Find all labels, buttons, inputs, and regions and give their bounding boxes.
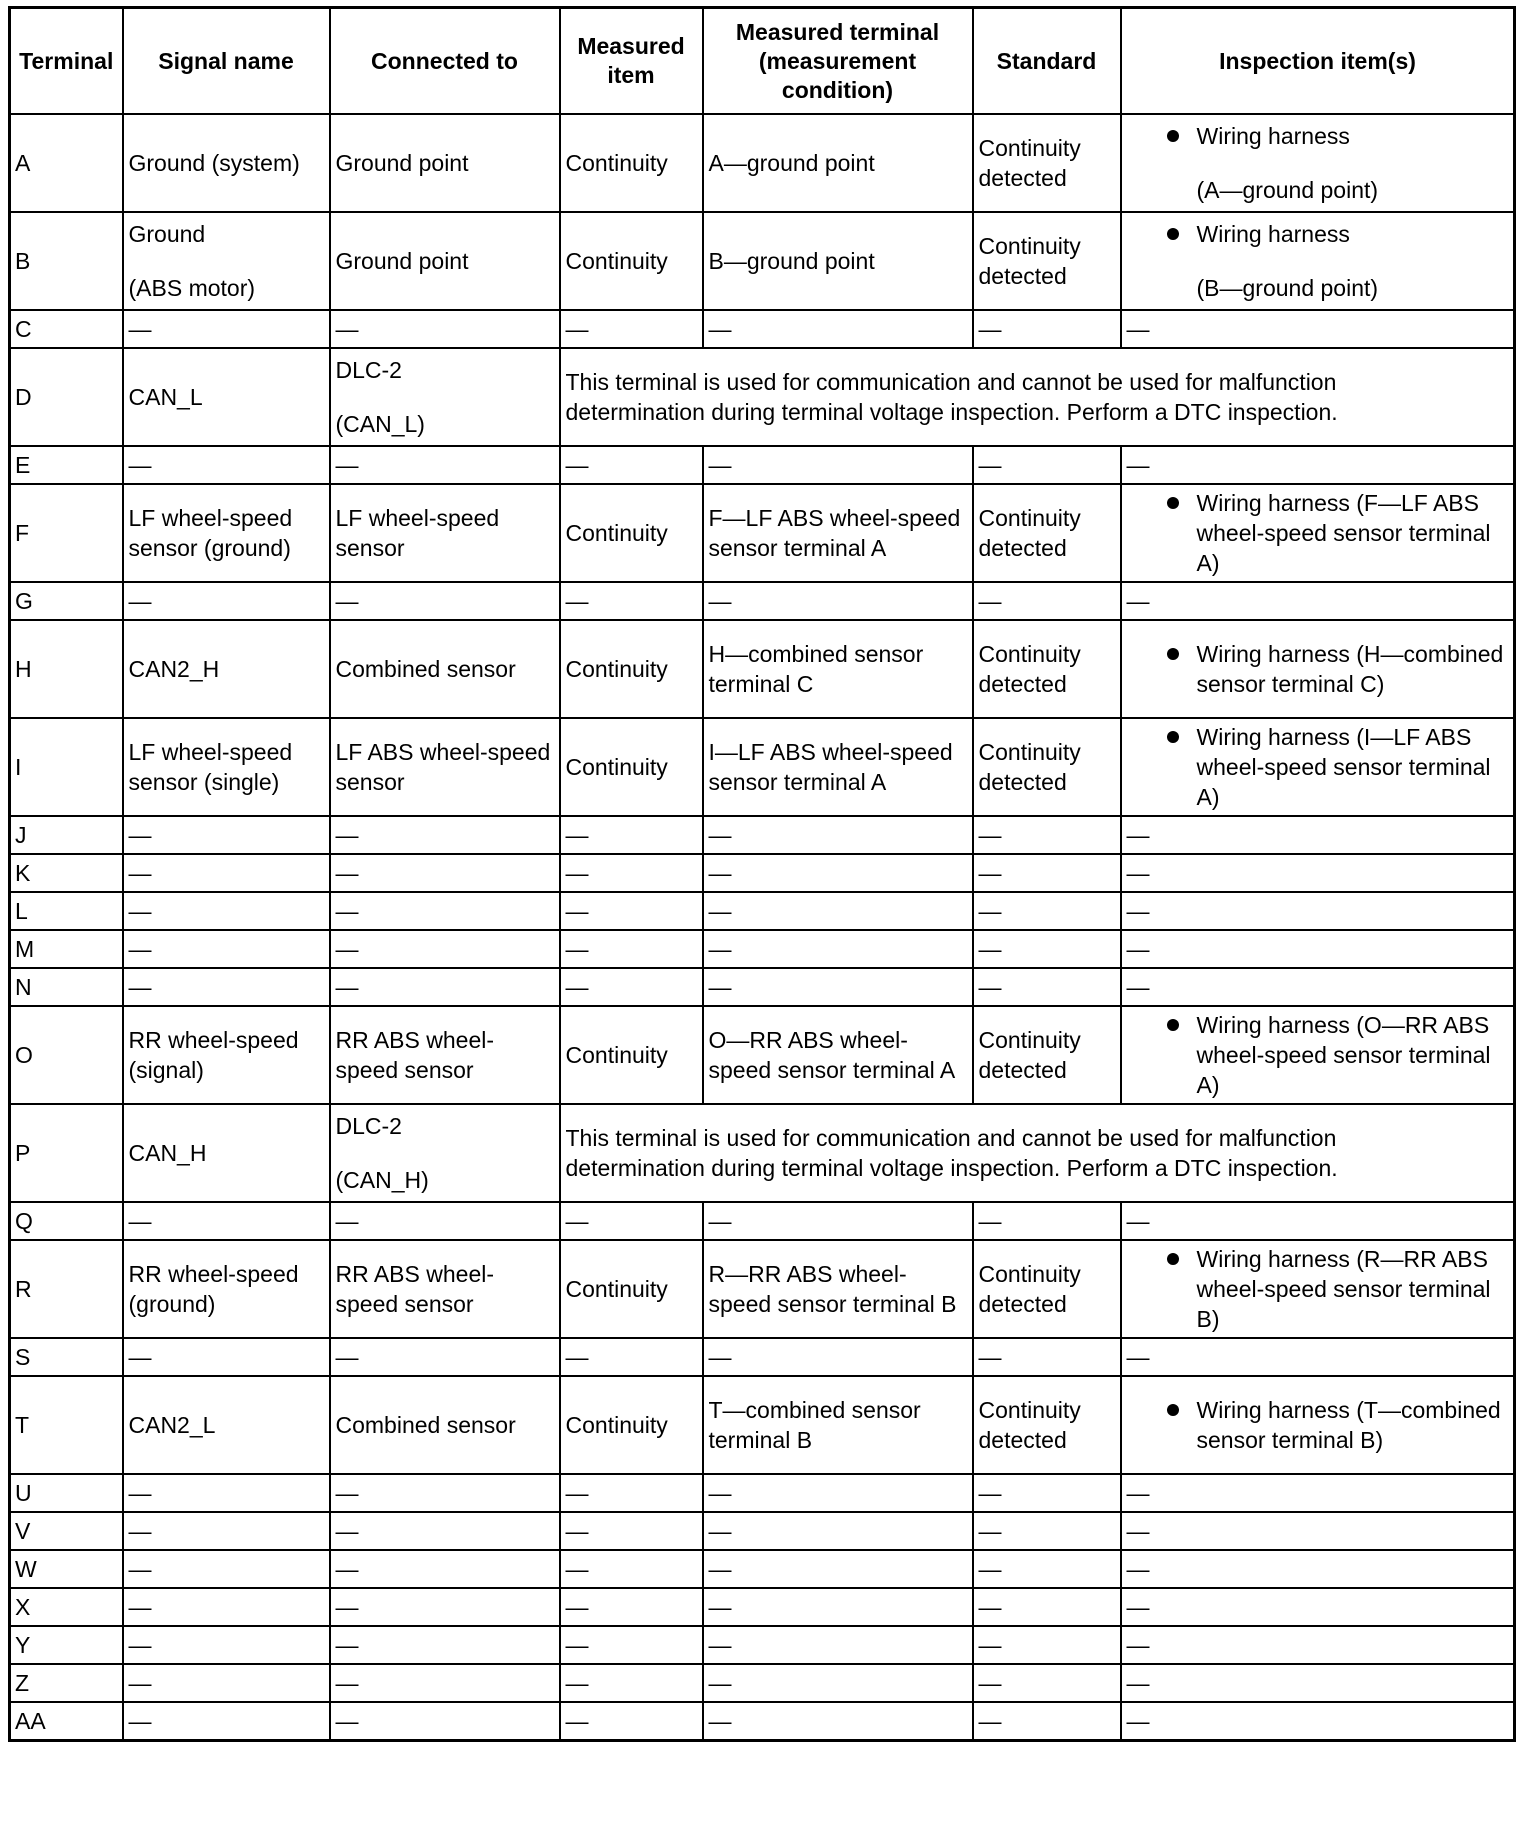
- standard-cell: Continuity detected: [973, 1006, 1121, 1104]
- empty-cell: —: [123, 1626, 330, 1664]
- standard-cell: Continuity detected: [973, 1376, 1121, 1474]
- measured-terminal-cell: H—combined sensor terminal C: [703, 620, 973, 718]
- inspection-text: [1197, 1395, 1509, 1455]
- empty-cell: —: [973, 1202, 1121, 1240]
- empty-cell: —: [703, 930, 973, 968]
- empty-cell: —: [123, 446, 330, 484]
- terminal-cell: W: [10, 1550, 123, 1588]
- signal-name-cell-line1: Ground: [128, 221, 206, 247]
- empty-cell: —: [560, 854, 703, 892]
- measured-item-cell: Continuity: [560, 718, 703, 816]
- measured-item-cell: Continuity: [560, 1376, 703, 1474]
- table-row: [10, 1512, 1515, 1550]
- empty-cell: —: [560, 1664, 703, 1702]
- inspection-line1: Wiring harness (O—RR ABS wheel-speed sensor terminal A): [1196, 1012, 1491, 1098]
- inspection-cell: [1121, 484, 1515, 582]
- terminal-cell: N: [10, 968, 123, 1006]
- terminal-cell: X: [10, 1588, 123, 1626]
- measured-terminal-cell: R—RR ABS wheel-speed sensor terminal B: [703, 1240, 973, 1338]
- empty-cell: —: [123, 968, 330, 1006]
- table-row: [10, 1626, 1515, 1664]
- empty-cell: —: [703, 1588, 973, 1626]
- empty-cell: —: [703, 1664, 973, 1702]
- inspection-line2: (B—ground point): [1196, 275, 1379, 301]
- connected-to-cell-line1: RR ABS wheel-speed sensor: [335, 1261, 495, 1317]
- bullet-dot-icon: [1167, 1404, 1179, 1416]
- empty-cell: —: [1121, 1664, 1515, 1702]
- header-row: [10, 8, 1515, 115]
- empty-cell: —: [123, 310, 330, 348]
- signal-name-cell-line2: (ABS motor): [128, 275, 256, 301]
- table-row: [10, 1376, 1515, 1474]
- connected-to-cell-line1: DLC-2: [335, 1113, 402, 1139]
- inspection-line1: Wiring harness (I—LF ABS wheel-speed sensor terminal A): [1196, 724, 1491, 810]
- inspection-text: [1197, 722, 1509, 812]
- bullet-dot-icon: [1167, 497, 1179, 509]
- empty-cell: —: [560, 1338, 703, 1376]
- empty-cell: —: [560, 892, 703, 930]
- connected-to-cell: [330, 620, 560, 718]
- empty-cell: —: [1121, 1702, 1515, 1741]
- empty-cell: —: [560, 816, 703, 854]
- terminal-cell: I: [10, 718, 123, 816]
- inspection-line2: (A—ground point): [1196, 177, 1379, 203]
- empty-cell: —: [703, 446, 973, 484]
- table-row: [10, 484, 1515, 582]
- empty-cell: —: [703, 310, 973, 348]
- inspection-table-container: [8, 6, 1513, 1742]
- connected-to-cell: [330, 1006, 560, 1104]
- connected-to-cell: [330, 484, 560, 582]
- empty-cell: —: [703, 854, 973, 892]
- inspection-cell: [1121, 114, 1515, 212]
- empty-cell: —: [330, 1664, 560, 1702]
- table-row: [10, 1588, 1515, 1626]
- standard-cell: Continuity detected: [973, 718, 1121, 816]
- signal-name-cell: [123, 212, 330, 310]
- inspection-bullet-item: [1127, 722, 1509, 812]
- empty-cell: —: [123, 1588, 330, 1626]
- inspection-bullet-item: [1127, 1395, 1509, 1455]
- table-row: [10, 1104, 1515, 1202]
- empty-cell: —: [330, 582, 560, 620]
- bullet-dot-icon: [1167, 130, 1179, 142]
- terminal-cell: G: [10, 582, 123, 620]
- terminal-cell: V: [10, 1512, 123, 1550]
- empty-cell: —: [703, 892, 973, 930]
- table-row: [10, 718, 1515, 816]
- empty-cell: —: [330, 1550, 560, 1588]
- terminal-cell: U: [10, 1474, 123, 1512]
- header-measured-item: Measured item: [560, 8, 703, 115]
- empty-cell: —: [560, 1626, 703, 1664]
- measured-terminal-cell: F—LF ABS wheel-speed sensor terminal A: [703, 484, 973, 582]
- inspection-line1: Wiring harness (T—combined sensor terminal B): [1196, 1397, 1501, 1453]
- connected-to-cell-line2: (CAN_L): [335, 411, 425, 437]
- connected-to-cell: [330, 114, 560, 212]
- empty-cell: —: [973, 968, 1121, 1006]
- table-body: [10, 114, 1515, 1741]
- terminal-cell: L: [10, 892, 123, 930]
- empty-cell: —: [330, 1702, 560, 1741]
- table-row: [10, 1702, 1515, 1741]
- empty-cell: —: [1121, 582, 1515, 620]
- table-row: [10, 1202, 1515, 1240]
- empty-cell: —: [703, 1338, 973, 1376]
- measured-terminal-cell: T—combined sensor terminal B: [703, 1376, 973, 1474]
- terminal-cell: Z: [10, 1664, 123, 1702]
- table-row: [10, 930, 1515, 968]
- measured-item-cell: Continuity: [560, 620, 703, 718]
- inspection-cell: [1121, 1006, 1515, 1104]
- table-row: [10, 114, 1515, 212]
- inspection-bullet-item: [1127, 1244, 1509, 1334]
- empty-cell: —: [973, 854, 1121, 892]
- empty-cell: —: [123, 1512, 330, 1550]
- signal-name-cell: [123, 1240, 330, 1338]
- measured-terminal-cell: A—ground point: [703, 114, 973, 212]
- connected-to-cell-line1: Ground point: [335, 150, 469, 176]
- terminal-cell: Q: [10, 1202, 123, 1240]
- empty-cell: —: [703, 1702, 973, 1741]
- empty-cell: —: [1121, 816, 1515, 854]
- terminal-cell: T: [10, 1376, 123, 1474]
- table-row: [10, 968, 1515, 1006]
- empty-cell: —: [1121, 892, 1515, 930]
- terminal-cell: C: [10, 310, 123, 348]
- signal-name-cell: CAN_L: [123, 348, 330, 446]
- terminal-cell: R: [10, 1240, 123, 1338]
- table-row: [10, 1006, 1515, 1104]
- terminal-cell: K: [10, 854, 123, 892]
- empty-cell: —: [330, 1474, 560, 1512]
- empty-cell: —: [123, 892, 330, 930]
- empty-cell: —: [330, 446, 560, 484]
- empty-cell: —: [123, 930, 330, 968]
- communication-note-cell: This terminal is used for communication and cannot be used for malfunction determination during terminal voltage inspection. Perform a DTC inspection.: [560, 1104, 1515, 1202]
- measured-item-cell: Continuity: [560, 1240, 703, 1338]
- empty-cell: —: [560, 446, 703, 484]
- signal-name-cell: [123, 1376, 330, 1474]
- bullet-dot-icon: [1167, 1019, 1179, 1031]
- empty-cell: —: [1121, 968, 1515, 1006]
- communication-note-cell: This terminal is used for communication and cannot be used for malfunction determination during terminal voltage inspection. Perform a DTC inspection.: [560, 348, 1515, 446]
- measured-item-cell: Continuity: [560, 114, 703, 212]
- table-row: [10, 854, 1515, 892]
- table-row: [10, 310, 1515, 348]
- terminal-cell: Y: [10, 1626, 123, 1664]
- terminal-cell: M: [10, 930, 123, 968]
- inspection-line1: Wiring harness (R—RR ABS wheel-speed sensor terminal B): [1196, 1246, 1491, 1332]
- inspection-text: [1197, 219, 1509, 303]
- header-inspection-items: Inspection item(s): [1121, 8, 1515, 115]
- signal-name-cell: [123, 114, 330, 212]
- empty-cell: —: [1121, 446, 1515, 484]
- empty-cell: —: [973, 892, 1121, 930]
- empty-cell: —: [560, 1202, 703, 1240]
- empty-cell: —: [123, 582, 330, 620]
- empty-cell: —: [330, 854, 560, 892]
- table-row: [10, 1664, 1515, 1702]
- table-row: [10, 620, 1515, 718]
- inspection-line1: Wiring harness (F—LF ABS wheel-speed sensor terminal A): [1196, 490, 1491, 576]
- signal-name-cell-line1: CAN2_L: [128, 1412, 216, 1438]
- inspection-cell: [1121, 1240, 1515, 1338]
- connected-to-cell-line1: Combined sensor: [335, 656, 516, 682]
- empty-cell: —: [703, 816, 973, 854]
- inspection-bullet-item: [1127, 639, 1509, 699]
- terminal-inspection-table: [8, 6, 1516, 1742]
- empty-cell: —: [973, 1550, 1121, 1588]
- signal-name-cell: CAN_H: [123, 1104, 330, 1202]
- standard-cell: Continuity detected: [973, 484, 1121, 582]
- connected-to-cell-line1: LF ABS wheel-speed sensor: [335, 739, 551, 795]
- standard-cell: Continuity detected: [973, 1240, 1121, 1338]
- signal-name-cell: [123, 1006, 330, 1104]
- terminal-cell: A: [10, 114, 123, 212]
- signal-name-cell: [123, 484, 330, 582]
- terminal-cell: B: [10, 212, 123, 310]
- signal-name-cell-line1: CAN2_H: [128, 656, 220, 682]
- empty-cell: —: [973, 1512, 1121, 1550]
- connected-to-cell-line1: Combined sensor: [335, 1412, 516, 1438]
- empty-cell: —: [123, 1702, 330, 1741]
- inspection-cell: [1121, 1376, 1515, 1474]
- connected-to-cell: [330, 718, 560, 816]
- empty-cell: —: [560, 930, 703, 968]
- signal-name-cell-line1: Ground (system): [128, 150, 300, 176]
- measured-item-cell: Continuity: [560, 212, 703, 310]
- table-row: [10, 212, 1515, 310]
- terminal-cell: P: [10, 1104, 123, 1202]
- empty-cell: —: [560, 1588, 703, 1626]
- empty-cell: —: [123, 1664, 330, 1702]
- empty-cell: —: [560, 1702, 703, 1741]
- inspection-cell: [1121, 620, 1515, 718]
- inspection-bullet-item: [1127, 121, 1509, 205]
- empty-cell: —: [973, 1702, 1121, 1741]
- connected-to-cell: [330, 1376, 560, 1474]
- inspection-line1: Wiring harness: [1196, 221, 1350, 247]
- table-row: [10, 1338, 1515, 1376]
- bullet-dot-icon: [1167, 731, 1179, 743]
- bullet-dot-icon: [1167, 228, 1179, 240]
- standard-cell: Continuity detected: [973, 114, 1121, 212]
- empty-cell: —: [330, 1626, 560, 1664]
- empty-cell: —: [560, 968, 703, 1006]
- empty-cell: —: [123, 816, 330, 854]
- empty-cell: —: [1121, 1626, 1515, 1664]
- empty-cell: —: [703, 968, 973, 1006]
- inspection-line1: Wiring harness (H—combined sensor terminal C): [1196, 641, 1504, 697]
- bullet-dot-icon: [1167, 648, 1179, 660]
- connected-to-cell: [330, 348, 560, 446]
- empty-cell: —: [973, 1588, 1121, 1626]
- connected-to-cell: [330, 1240, 560, 1338]
- signal-name-cell: [123, 620, 330, 718]
- empty-cell: —: [703, 582, 973, 620]
- header-signal-name: Signal name: [123, 8, 330, 115]
- empty-cell: —: [123, 1338, 330, 1376]
- header-connected-to: Connected to: [330, 8, 560, 115]
- empty-cell: —: [973, 1626, 1121, 1664]
- bullet-dot-icon: [1167, 1253, 1179, 1265]
- empty-cell: —: [330, 968, 560, 1006]
- empty-cell: —: [560, 1512, 703, 1550]
- empty-cell: —: [123, 1474, 330, 1512]
- empty-cell: —: [703, 1626, 973, 1664]
- empty-cell: —: [330, 892, 560, 930]
- table-row: [10, 816, 1515, 854]
- connected-to-cell: [330, 212, 560, 310]
- empty-cell: —: [560, 310, 703, 348]
- connected-to-cell-line2: (CAN_H): [335, 1167, 429, 1193]
- inspection-text: [1197, 1244, 1509, 1334]
- signal-name-cell-line1: LF wheel-speed sensor (ground): [128, 505, 293, 561]
- empty-cell: —: [330, 1588, 560, 1626]
- terminal-cell: F: [10, 484, 123, 582]
- empty-cell: —: [1121, 1550, 1515, 1588]
- inspection-text: [1197, 121, 1509, 205]
- empty-cell: —: [123, 1550, 330, 1588]
- empty-cell: —: [1121, 1512, 1515, 1550]
- empty-cell: —: [1121, 1474, 1515, 1512]
- empty-cell: —: [1121, 930, 1515, 968]
- inspection-cell: [1121, 718, 1515, 816]
- empty-cell: —: [973, 1664, 1121, 1702]
- terminal-cell: S: [10, 1338, 123, 1376]
- empty-cell: —: [973, 446, 1121, 484]
- empty-cell: —: [560, 582, 703, 620]
- measured-item-cell: Continuity: [560, 484, 703, 582]
- connected-to-cell-line1: DLC-2: [335, 357, 402, 383]
- empty-cell: —: [123, 1202, 330, 1240]
- empty-cell: —: [703, 1474, 973, 1512]
- empty-cell: —: [973, 816, 1121, 854]
- inspection-cell: [1121, 212, 1515, 310]
- empty-cell: —: [330, 1512, 560, 1550]
- empty-cell: —: [973, 582, 1121, 620]
- measured-terminal-cell: O—RR ABS wheel-speed sensor terminal A: [703, 1006, 973, 1104]
- table-row: [10, 446, 1515, 484]
- empty-cell: —: [330, 310, 560, 348]
- inspection-line1: Wiring harness: [1196, 123, 1350, 149]
- table-row: [10, 1474, 1515, 1512]
- table-row: [10, 582, 1515, 620]
- empty-cell: —: [123, 854, 330, 892]
- standard-cell: Continuity detected: [973, 212, 1121, 310]
- empty-cell: —: [973, 310, 1121, 348]
- signal-name-cell-line1: RR wheel-speed (signal): [128, 1027, 299, 1083]
- terminal-cell: AA: [10, 1702, 123, 1741]
- header-terminal: Terminal: [10, 8, 123, 115]
- empty-cell: —: [703, 1202, 973, 1240]
- empty-cell: —: [330, 1338, 560, 1376]
- inspection-bullet-item: [1127, 219, 1509, 303]
- empty-cell: —: [973, 930, 1121, 968]
- table-row: [10, 1550, 1515, 1588]
- header-measured-terminal: Measured terminal (measurement condition): [703, 8, 973, 115]
- connected-to-cell-line1: LF wheel-speed sensor: [335, 505, 500, 561]
- terminal-cell: O: [10, 1006, 123, 1104]
- measured-terminal-cell: I—LF ABS wheel-speed sensor terminal A: [703, 718, 973, 816]
- standard-cell: Continuity detected: [973, 620, 1121, 718]
- connected-to-cell: [330, 1104, 560, 1202]
- header-standard: Standard: [973, 8, 1121, 115]
- empty-cell: —: [560, 1550, 703, 1588]
- signal-name-cell-line1: RR wheel-speed (ground): [128, 1261, 299, 1317]
- terminal-cell: D: [10, 348, 123, 446]
- empty-cell: —: [1121, 1202, 1515, 1240]
- empty-cell: —: [330, 816, 560, 854]
- connected-to-cell-line1: Ground point: [335, 248, 469, 274]
- inspection-bullet-item: [1127, 488, 1509, 578]
- connected-to-cell-line1: RR ABS wheel-speed sensor: [335, 1027, 495, 1083]
- empty-cell: —: [1121, 1588, 1515, 1626]
- terminal-cell: H: [10, 620, 123, 718]
- empty-cell: —: [703, 1512, 973, 1550]
- measured-terminal-cell: B—ground point: [703, 212, 973, 310]
- inspection-text: [1197, 488, 1509, 578]
- empty-cell: —: [1121, 1338, 1515, 1376]
- signal-name-cell-line1: LF wheel-speed sensor (single): [128, 739, 293, 795]
- empty-cell: —: [703, 1550, 973, 1588]
- empty-cell: —: [330, 930, 560, 968]
- empty-cell: —: [560, 1474, 703, 1512]
- empty-cell: —: [973, 1474, 1121, 1512]
- table-row: [10, 892, 1515, 930]
- terminal-cell: E: [10, 446, 123, 484]
- empty-cell: —: [1121, 310, 1515, 348]
- measured-item-cell: Continuity: [560, 1006, 703, 1104]
- inspection-text: [1197, 1010, 1509, 1100]
- table-row: [10, 1240, 1515, 1338]
- empty-cell: —: [1121, 854, 1515, 892]
- empty-cell: —: [330, 1202, 560, 1240]
- table-row: [10, 348, 1515, 446]
- inspection-bullet-item: [1127, 1010, 1509, 1100]
- terminal-cell: J: [10, 816, 123, 854]
- empty-cell: —: [973, 1338, 1121, 1376]
- signal-name-cell: [123, 718, 330, 816]
- inspection-text: [1197, 639, 1509, 699]
